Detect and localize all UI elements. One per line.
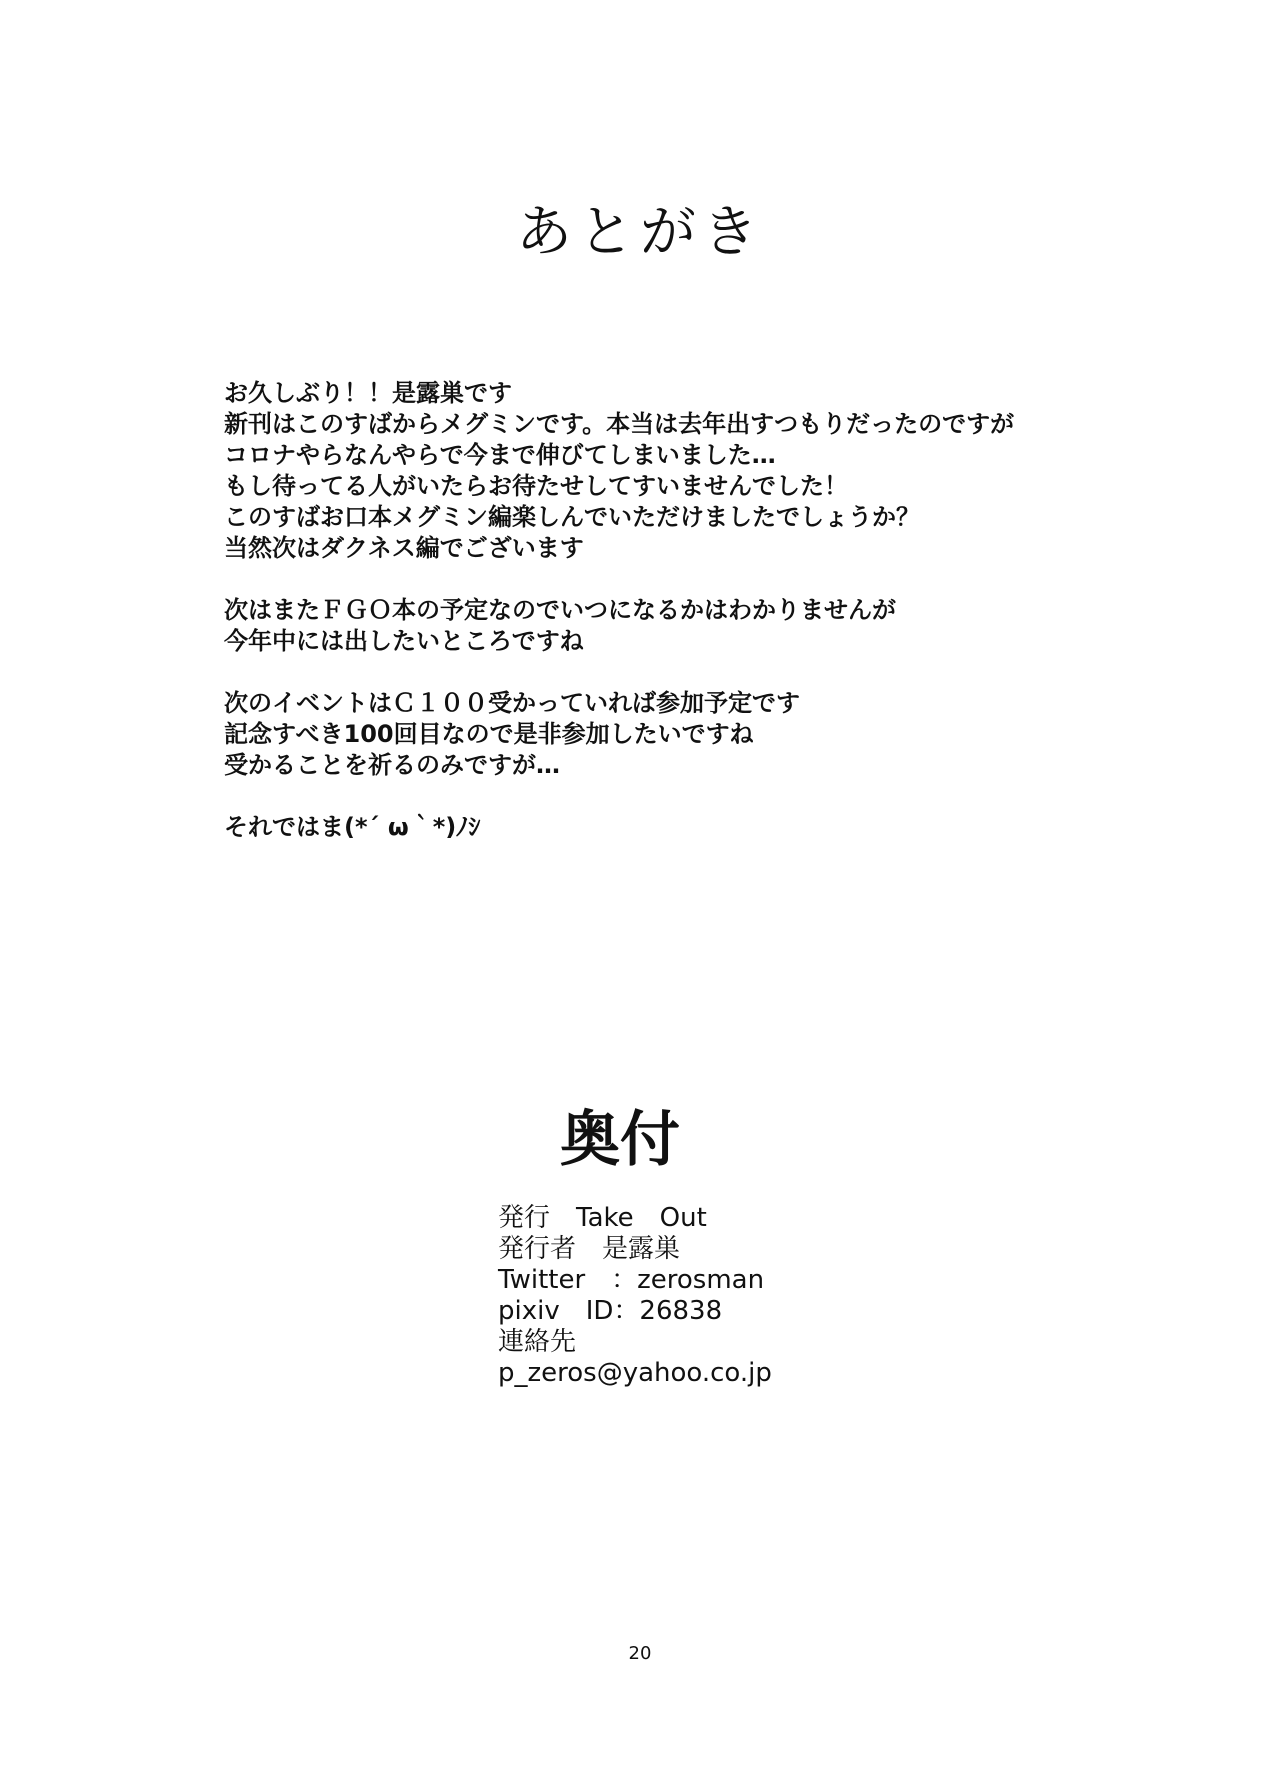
afterword-paragraph: [224, 688, 1104, 781]
afterword-paragraph: [224, 378, 1104, 564]
colophon-pixiv: pixiv ID：26838: [498, 1296, 723, 1326]
colophon-publisher: 発行 Take Out: [498, 1203, 707, 1233]
colophon-title: 奥付: [560, 1105, 680, 1175]
afterword-line: 記念すべき100回目なので是非参加したいですね: [224, 720, 754, 748]
page-number: 20: [628, 1643, 652, 1664]
colophon-contact-label: 連絡先: [498, 1327, 577, 1357]
afterword-line: 次はまたＦＧＯ本の予定なのでいつになるかはわかりませんが: [224, 596, 896, 624]
afterword-line: もし待ってる人がいたらお待たせしてすいませんでした！: [224, 472, 848, 500]
afterword-title: あとがき: [516, 200, 764, 265]
afterword-line: 次のイベントはＣ１００受かっていれば参加予定です: [224, 689, 800, 717]
afterword-paragraph: [224, 595, 1104, 657]
afterword-paragraph: [224, 812, 1104, 843]
colophon-author: 発行者 是露巣: [498, 1234, 681, 1264]
afterword-line: コロナやらなんやらで今まで伸びてしまいました…: [224, 441, 776, 469]
afterword-line: 今年中には出したいところですね: [224, 627, 584, 655]
afterword-line: このすばお口本メグミン編楽しんでいただけましたでしょうか？: [224, 503, 920, 531]
afterword-line: 当然次はダクネス編でございます: [224, 534, 584, 562]
afterword-line: お久しぶり！！是露巣です: [224, 379, 512, 407]
colophon-body: [498, 1203, 898, 1389]
afterword-line: 新刊はこのすばからメグミンです。本当は去年出すつもりだったのですが: [224, 410, 1015, 438]
afterword-line: 受かることを祈るのみですが…: [224, 751, 560, 779]
afterword-body: [224, 378, 1104, 874]
colophon-email: p_zeros@yahoo.co.jp: [498, 1358, 772, 1388]
afterword-line: それではま(*´ ω｀*)ﾉｼ: [224, 813, 481, 841]
colophon-twitter: Twitter ：zerosman: [498, 1265, 765, 1295]
